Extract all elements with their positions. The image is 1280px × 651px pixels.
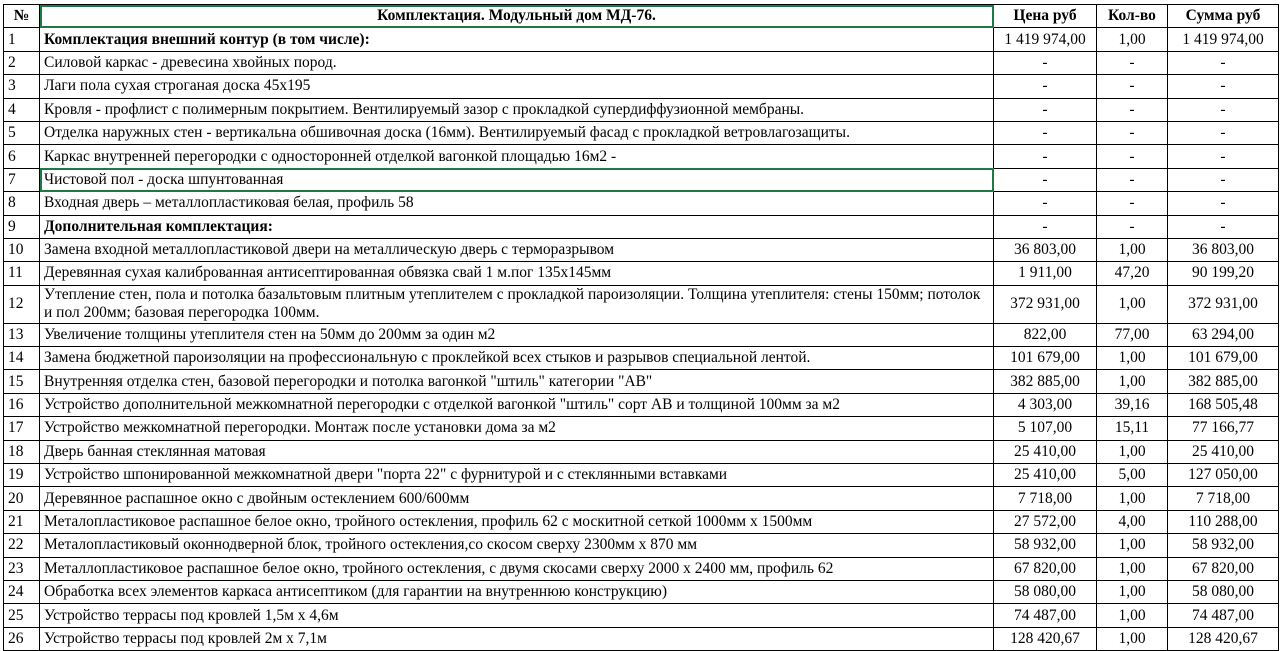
header-qty[interactable]: Кол-во: [1097, 5, 1168, 28]
price-cell[interactable]: 25 410,00: [994, 440, 1097, 463]
table-row: [4, 557, 1279, 580]
row-number-cell[interactable]: 24: [4, 580, 40, 603]
description-cell[interactable]: Комплектация внешний контур (в том числе):: [40, 28, 994, 51]
price-cell[interactable]: 27 572,00: [994, 510, 1097, 533]
header-price[interactable]: Цена руб: [994, 5, 1097, 28]
table-row: [4, 98, 1279, 121]
description-cell[interactable]: Устройство террасы под кровлей 1,5м х 4,6м: [40, 604, 994, 627]
row-number-cell[interactable]: 20: [4, 487, 40, 510]
description-cell[interactable]: Металопластиковое распашное белое окно, тройного остекления, профиль 62 с москитной сеткой 1000мм х 1500мм: [40, 510, 994, 533]
table-row: [4, 604, 1279, 627]
qty-cell[interactable]: -: [1097, 51, 1168, 74]
spreadsheet-table: [3, 4, 1279, 651]
qty-cell[interactable]: 1,00: [1097, 285, 1168, 323]
price-cell[interactable]: 36 803,00: [994, 238, 1097, 261]
table-row: [4, 145, 1279, 168]
row-number-cell[interactable]: 1: [4, 28, 40, 51]
qty-cell[interactable]: 1,00: [1097, 370, 1168, 393]
description-cell[interactable]: Каркас внутренней перегородки с односторонней отделкой вагонкой площадью 16м2 -: [40, 145, 994, 168]
price-cell[interactable]: 101 679,00: [994, 347, 1097, 370]
description-cell[interactable]: Внутренняя отделка стен, базовой перегородки и потолка вагонкой "штиль" категории "АВ": [40, 370, 994, 393]
table-row: [4, 627, 1279, 650]
sum-cell[interactable]: -: [1168, 98, 1279, 121]
qty-cell[interactable]: 1,00: [1097, 487, 1168, 510]
sum-cell[interactable]: 7 718,00: [1168, 487, 1279, 510]
price-cell[interactable]: 822,00: [994, 323, 1097, 346]
table-row: [4, 580, 1279, 603]
qty-cell[interactable]: 1,00: [1097, 534, 1168, 557]
table-row: [4, 417, 1279, 440]
sum-cell[interactable]: 58 080,00: [1168, 580, 1279, 603]
qty-cell[interactable]: 5,00: [1097, 464, 1168, 487]
row-number-cell[interactable]: 16: [4, 393, 40, 416]
description-cell[interactable]: Металопластиковый оконнодверной блок, тройного остекления,со скосом сверху 2300мм х 870 мм: [40, 534, 994, 557]
description-cell[interactable]: Лаги пола сухая строганая доска 45х195: [40, 75, 994, 98]
table-row: [4, 510, 1279, 533]
table-row: [4, 75, 1279, 98]
header-row: [4, 5, 1279, 28]
qty-cell[interactable]: 39,16: [1097, 393, 1168, 416]
row-number-cell[interactable]: 2: [4, 51, 40, 74]
sum-cell[interactable]: 63 294,00: [1168, 323, 1279, 346]
price-cell[interactable]: -: [994, 51, 1097, 74]
sum-cell[interactable]: 128 420,67: [1168, 627, 1279, 650]
description-cell[interactable]: Дверь банная стеклянная матовая: [40, 440, 994, 463]
price-cell[interactable]: -: [994, 192, 1097, 215]
sum-cell[interactable]: 168 505,48: [1168, 393, 1279, 416]
qty-cell[interactable]: 1,00: [1097, 347, 1168, 370]
row-number-cell[interactable]: 14: [4, 347, 40, 370]
sum-cell[interactable]: 90 199,20: [1168, 262, 1279, 285]
description-cell[interactable]: Силовой каркас - древесина хвойных пород.: [40, 51, 994, 74]
sum-cell[interactable]: 36 803,00: [1168, 238, 1279, 261]
row-number-cell[interactable]: 12: [4, 285, 40, 323]
description-cell[interactable]: Кровля - профлист с полимерным покрытием. Вентилируемый зазор с прокладкой супердиффузионной мембраны.: [40, 98, 994, 121]
description-cell[interactable]: Металлопластиковое распашное белое окно, тройного остекления, с двумя скосами сверху 2000 х 2400 мм, профиль 62: [40, 557, 994, 580]
price-cell[interactable]: 25 410,00: [994, 464, 1097, 487]
table-row: [4, 534, 1279, 557]
price-cell[interactable]: 372 931,00: [994, 285, 1097, 323]
row-number-cell[interactable]: 22: [4, 534, 40, 557]
row-number-cell[interactable]: 21: [4, 510, 40, 533]
price-cell[interactable]: 128 420,67: [994, 627, 1097, 650]
qty-cell[interactable]: 1,00: [1097, 28, 1168, 51]
table-row: [4, 440, 1279, 463]
description-cell[interactable]: Отделка наружных стен - вертикальна обшивочная доска (16мм). Вентилируемый фасад с прокладкой ветровлагозащиты.: [40, 121, 994, 144]
description-cell[interactable]: Устройство дополнительной межкомнатной перегородки с отделкой вагонкой "штиль" сорт АВ и толщиной 100мм за м2: [40, 393, 994, 416]
header-sum[interactable]: Сумма руб: [1168, 5, 1279, 28]
description-cell[interactable]: Дополнительная комплектация:: [40, 215, 994, 238]
sum-cell[interactable]: -: [1168, 215, 1279, 238]
sum-cell[interactable]: -: [1168, 192, 1279, 215]
qty-cell[interactable]: -: [1097, 168, 1168, 191]
price-cell[interactable]: 1 419 974,00: [994, 28, 1097, 51]
row-number-cell[interactable]: 13: [4, 323, 40, 346]
row-number-cell[interactable]: 7: [4, 168, 40, 191]
table-row: [4, 323, 1279, 346]
header-title[interactable]: Комплектация. Модульный дом МД-76.: [40, 5, 994, 28]
description-cell[interactable]: Утепление стен, пола и потолка базальтовым плитным утеплителем с прокладкой пароизоляции. Толщина утеплителя: стены 150мм; потолок и пол 200мм; базовая перегородка 100мм.: [40, 285, 994, 323]
table-row: [4, 215, 1279, 238]
row-number-cell[interactable]: 26: [4, 627, 40, 650]
qty-cell[interactable]: 77,00: [1097, 323, 1168, 346]
price-cell[interactable]: -: [994, 145, 1097, 168]
row-number-cell[interactable]: 25: [4, 604, 40, 627]
table-row: [4, 238, 1279, 261]
qty-cell[interactable]: 1,00: [1097, 440, 1168, 463]
price-cell[interactable]: -: [994, 121, 1097, 144]
price-cell[interactable]: -: [994, 215, 1097, 238]
sum-cell[interactable]: -: [1168, 51, 1279, 74]
table-row: [4, 28, 1279, 51]
price-cell[interactable]: 58 932,00: [994, 534, 1097, 557]
price-cell[interactable]: 58 080,00: [994, 580, 1097, 603]
qty-cell[interactable]: -: [1097, 75, 1168, 98]
qty-cell[interactable]: 1,00: [1097, 238, 1168, 261]
row-number-cell[interactable]: 17: [4, 417, 40, 440]
row-number-cell[interactable]: 3: [4, 75, 40, 98]
sum-cell[interactable]: -: [1168, 145, 1279, 168]
qty-cell[interactable]: 1,00: [1097, 627, 1168, 650]
qty-cell[interactable]: 15,11: [1097, 417, 1168, 440]
table-row: [4, 51, 1279, 74]
row-number-cell[interactable]: 9: [4, 215, 40, 238]
row-number-cell[interactable]: 11: [4, 262, 40, 285]
table-row: [4, 192, 1279, 215]
price-cell[interactable]: -: [994, 98, 1097, 121]
price-cell[interactable]: 5 107,00: [994, 417, 1097, 440]
qty-cell[interactable]: -: [1097, 98, 1168, 121]
price-cell[interactable]: 1 911,00: [994, 262, 1097, 285]
price-cell[interactable]: -: [994, 168, 1097, 191]
row-number-cell[interactable]: 6: [4, 145, 40, 168]
price-cell[interactable]: 382 885,00: [994, 370, 1097, 393]
qty-cell[interactable]: -: [1097, 192, 1168, 215]
description-cell[interactable]: Замена входной металлопластиковой двери на металлическую дверь с терморазрывом: [40, 238, 994, 261]
table-row: [4, 121, 1279, 144]
description-cell[interactable]: Деревянная сухая калиброванная антисептированная обвязка свай 1 м.пог 135х145мм: [40, 262, 994, 285]
description-cell[interactable]: Обработка всех элементов каркаса антисептиком (для гарантии на внутреннюю конструкцию): [40, 580, 994, 603]
price-cell[interactable]: 7 718,00: [994, 487, 1097, 510]
price-cell[interactable]: 67 820,00: [994, 557, 1097, 580]
qty-cell[interactable]: -: [1097, 145, 1168, 168]
qty-cell[interactable]: -: [1097, 215, 1168, 238]
sum-cell[interactable]: 127 050,00: [1168, 464, 1279, 487]
table-row: [4, 285, 1279, 323]
sum-cell[interactable]: 372 931,00: [1168, 285, 1279, 323]
sum-cell[interactable]: 77 166,77: [1168, 417, 1279, 440]
sum-cell[interactable]: 1 419 974,00: [1168, 28, 1279, 51]
header-num[interactable]: №: [4, 5, 40, 28]
sum-cell[interactable]: 25 410,00: [1168, 440, 1279, 463]
description-cell[interactable]: Чистовой пол - доска шпунтованная: [40, 168, 994, 191]
row-number-cell[interactable]: 18: [4, 440, 40, 463]
table-row: [4, 464, 1279, 487]
price-cell[interactable]: 4 303,00: [994, 393, 1097, 416]
description-cell[interactable]: Замена бюджетной пароизоляции на профессиональную с проклейкой всех стыков и разрывов специальной лентой.: [40, 347, 994, 370]
row-number-cell[interactable]: 10: [4, 238, 40, 261]
table-row: [4, 487, 1279, 510]
description-cell[interactable]: Деревянное распашное окно с двойным остеклением 600/600мм: [40, 487, 994, 510]
description-cell[interactable]: Устройство террасы под кровлей 2м х 7,1м: [40, 627, 994, 650]
description-cell[interactable]: Увеличение толщины утеплителя стен на 50мм до 200мм за один м2: [40, 323, 994, 346]
row-number-cell[interactable]: 15: [4, 370, 40, 393]
sum-cell[interactable]: 382 885,00: [1168, 370, 1279, 393]
sum-cell[interactable]: 101 679,00: [1168, 347, 1279, 370]
qty-cell[interactable]: 1,00: [1097, 580, 1168, 603]
row-number-cell[interactable]: 23: [4, 557, 40, 580]
qty-cell[interactable]: 1,00: [1097, 557, 1168, 580]
description-cell[interactable]: Устройство шпонированной межкомнатной двери "порта 22" с фурнитурой и с стеклянными вставками: [40, 464, 994, 487]
qty-cell[interactable]: 47,20: [1097, 262, 1168, 285]
qty-cell[interactable]: 4,00: [1097, 510, 1168, 533]
sum-cell[interactable]: -: [1168, 168, 1279, 191]
row-number-cell[interactable]: 19: [4, 464, 40, 487]
sum-cell[interactable]: -: [1168, 75, 1279, 98]
sum-cell[interactable]: 58 932,00: [1168, 534, 1279, 557]
row-number-cell[interactable]: 5: [4, 121, 40, 144]
table-row: [4, 168, 1279, 191]
description-cell[interactable]: Устройство межкомнатной перегородки. Монтаж после установки дома за м2: [40, 417, 994, 440]
table-row: [4, 347, 1279, 370]
row-number-cell[interactable]: 4: [4, 98, 40, 121]
price-cell[interactable]: -: [994, 75, 1097, 98]
qty-cell[interactable]: -: [1097, 121, 1168, 144]
sum-cell[interactable]: 74 487,00: [1168, 604, 1279, 627]
price-cell[interactable]: 74 487,00: [994, 604, 1097, 627]
table-row: [4, 262, 1279, 285]
row-number-cell[interactable]: 8: [4, 192, 40, 215]
table-row: [4, 393, 1279, 416]
sum-cell[interactable]: 110 288,00: [1168, 510, 1279, 533]
sum-cell[interactable]: -: [1168, 121, 1279, 144]
description-cell[interactable]: Входная дверь – металлопластиковая белая, профиль 58: [40, 192, 994, 215]
sum-cell[interactable]: 67 820,00: [1168, 557, 1279, 580]
table-row: [4, 370, 1279, 393]
qty-cell[interactable]: 1,00: [1097, 604, 1168, 627]
